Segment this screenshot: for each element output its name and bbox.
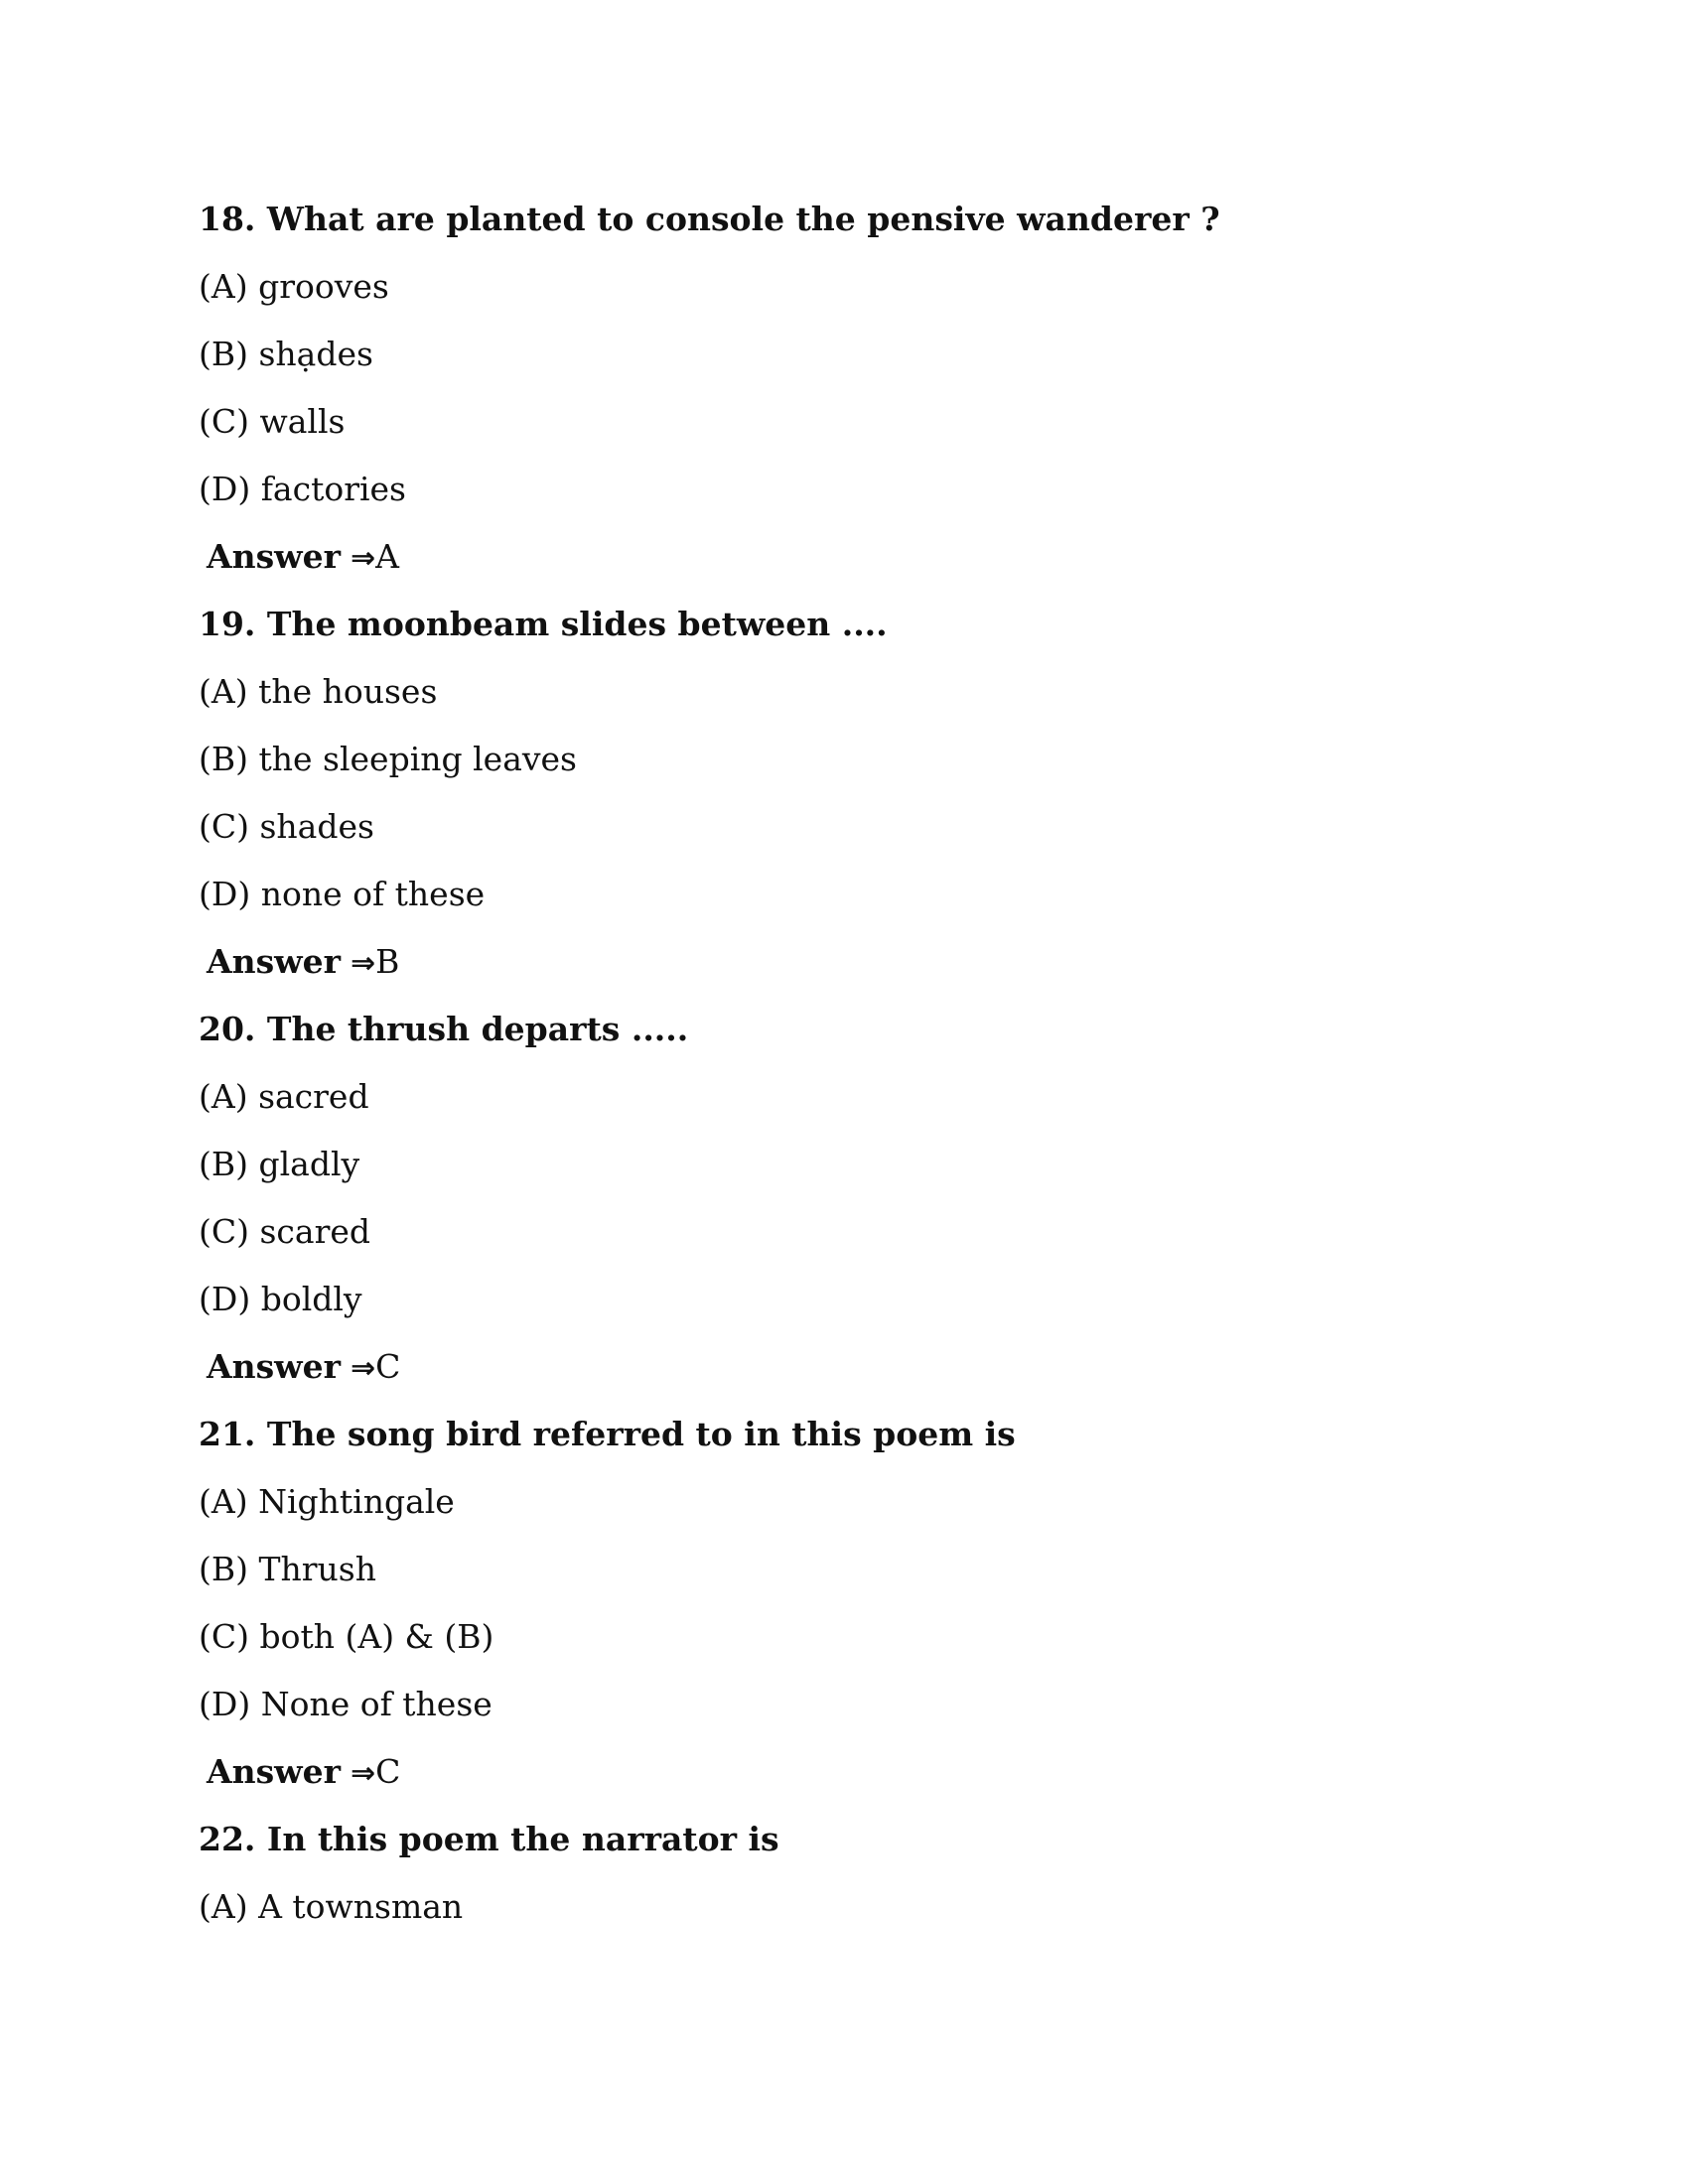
question-21-answer bbox=[199, 1747, 1489, 1815]
question-20-answer bbox=[199, 1342, 1489, 1410]
answer-value: A bbox=[375, 537, 399, 576]
question-19-option-b: (B) the sleeping leaves bbox=[199, 740, 577, 778]
answer-arrow-icon: ⇒ bbox=[350, 541, 376, 576]
question-19-option-a: (A) the houses bbox=[199, 672, 438, 711]
answer-label: Answer bbox=[207, 942, 341, 981]
question-18-answer bbox=[199, 532, 1489, 600]
question-20-option-d: (D) boldly bbox=[199, 1280, 362, 1318]
question-21-text: 21. The song bird referred to in this poem is bbox=[199, 1415, 1016, 1453]
answer-value: C bbox=[375, 1752, 401, 1791]
question-20-option-b: (B) gladly bbox=[199, 1145, 360, 1183]
answer-label: Answer bbox=[207, 1752, 341, 1791]
answer-arrow-icon: ⇒ bbox=[350, 946, 376, 981]
answer-arrow-icon: ⇒ bbox=[350, 1756, 376, 1791]
question-21-option-b: (B) Thrush bbox=[199, 1550, 376, 1588]
question-18-text: 18. What are planted to console the pensive wanderer ? bbox=[199, 200, 1220, 238]
answer-value: C bbox=[375, 1347, 401, 1386]
question-22-text: 22. In this poem the narrator is bbox=[199, 1820, 779, 1858]
question-19-answer bbox=[199, 937, 1489, 1005]
question-21-option-a: (A) Nightingale bbox=[199, 1482, 455, 1521]
question-18-option-d: (D) factories bbox=[199, 470, 406, 508]
question-21-option-d: (D) None of these bbox=[199, 1685, 492, 1723]
question-20-option-a: (A) sacred bbox=[199, 1077, 369, 1116]
question-18-option-b: (B) shạdes bbox=[199, 335, 373, 373]
answer-label: Answer bbox=[207, 1347, 341, 1386]
question-19-text: 19. The moonbeam slides between .... bbox=[199, 605, 888, 643]
question-20-option-c: (C) scared bbox=[199, 1212, 371, 1251]
question-list bbox=[199, 195, 1489, 1950]
question-20-text: 20. The thrush departs ..... bbox=[199, 1010, 689, 1048]
question-18-option-c: (C) walls bbox=[199, 402, 346, 441]
question-22-option-a: (A) A townsman bbox=[199, 1887, 464, 1926]
question-18-option-a: (A) grooves bbox=[199, 267, 389, 306]
question-19-option-c: (C) shades bbox=[199, 807, 374, 846]
answer-arrow-icon: ⇒ bbox=[350, 1351, 376, 1386]
question-19-option-d: (D) none of these bbox=[199, 875, 486, 913]
answer-value: B bbox=[375, 942, 400, 981]
answer-label: Answer bbox=[207, 537, 341, 576]
question-21-option-c: (C) both (A) & (B) bbox=[199, 1617, 494, 1656]
